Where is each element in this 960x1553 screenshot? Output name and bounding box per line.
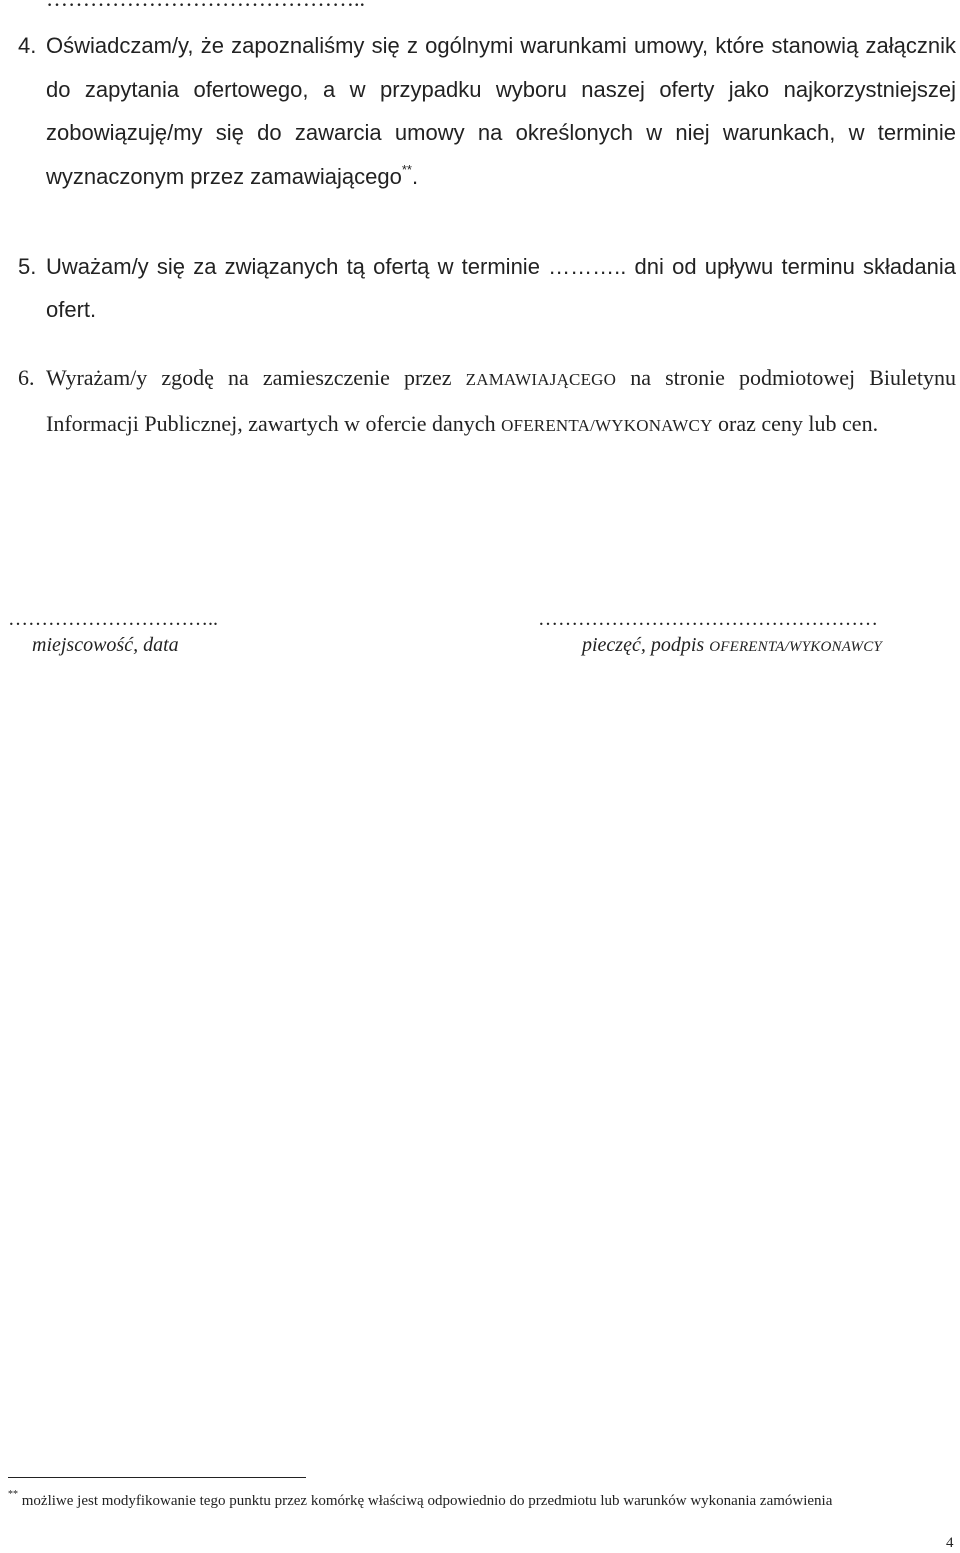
item-text-c: oraz ceny lub cen. [718,410,879,436]
stamp-signature-text: pieczęć, podpis [582,634,705,656]
page-number: 4 [946,1535,954,1551]
item-text: Oświadczam/y, że zapoznaliśmy się z ogólnymi warunkami umowy, które stanowią załącznik do zapytania ofertowego, a w przypadku wyboru naszej oferty jako najkorzystniejszej zobowiązuję/my się do zawarcia umowy na określonych w niej warunkach, w terminie wyznaczonym przez zamawiającego [46,33,956,189]
place-date-dotted-line: ………………………….. [8,608,218,630]
stamp-signature-caps: OFERENTA/WYKONAWCY [709,639,882,655]
oferent-caps: OFERENTA/WYKONAWCY [501,415,713,435]
footnote-text: możliwe jest modyfikowanie tego punktu przez komórkę właściwą odpowiednio do przedmiotu lub warunków wykonania zamówienia [21,1493,833,1509]
stamp-signature-dotted-line: …………………………………………… [538,608,878,630]
statement-item-4 [18,24,956,198]
footnote [8,1489,833,1510]
statement-item-5 [18,245,956,331]
item-text-b: na stronie podmiotowej Biuletynu Informacji Publicznej, zawartych w ofercie danych [46,365,957,436]
item-end: . [411,163,419,189]
item-text-a: Wyrażam/y zgodę na zamieszczenie przez [46,365,452,390]
top-dotted-line [46,0,365,12]
stamp-signature-label [582,634,882,657]
item-number: 5. [18,254,37,279]
statement-item-6 [18,356,957,447]
item-text: Uważam/y się za związanych tą ofertą w terminie ……….. dni od upływu terminu składania ofert. [46,254,956,322]
footnote-reference: ** [401,161,412,177]
zamawiajacy-caps: ZAMAWIAJĄCEGO [465,370,617,389]
footnote-mark: ** [8,1489,18,1500]
place-date-label: miejscowość, data [32,634,179,656]
item-number: 6. [18,365,35,390]
item-number: 4. [18,33,37,58]
footnote-separator [8,1477,306,1478]
